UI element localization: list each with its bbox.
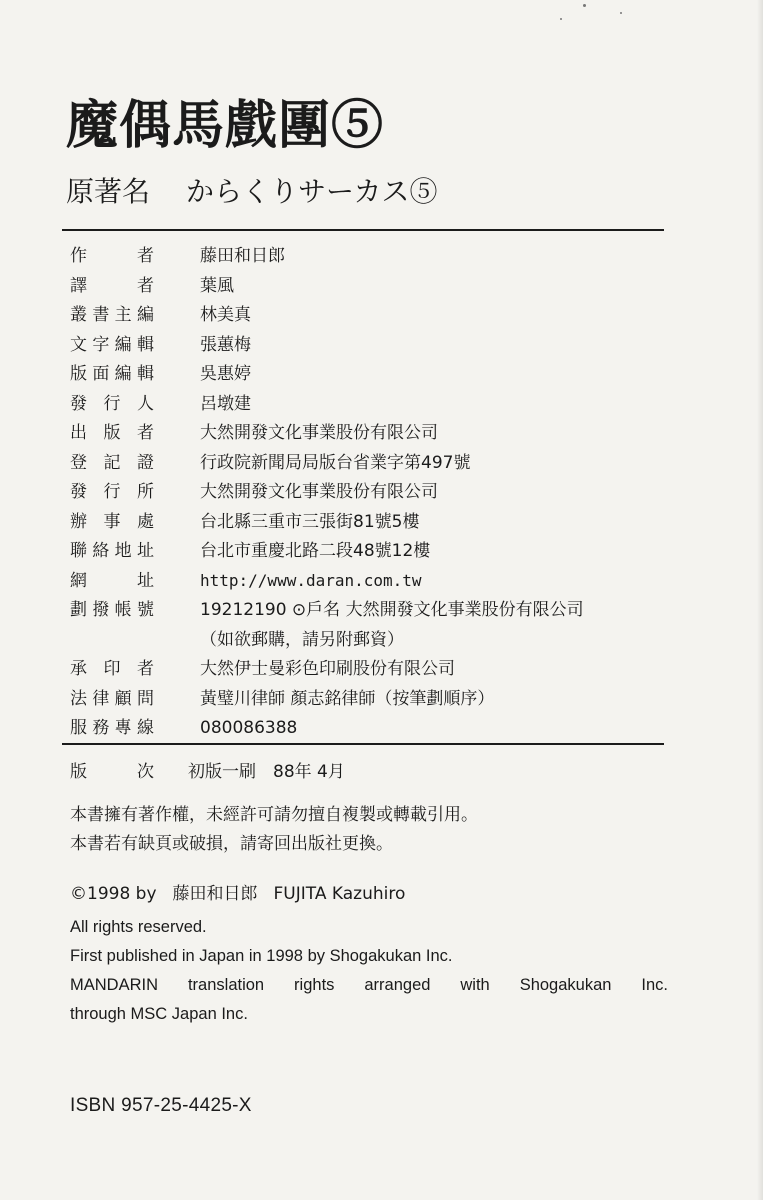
credit-value: 藤田和日郎 [200,246,285,266]
credit-value: 吳惠婷 [200,364,251,384]
credit-value: 台北市重慶北路二段48號12樓 [200,541,431,561]
scan-speck [560,18,562,20]
credit-label [70,360,154,388]
credit-row-chief-editor [70,301,680,331]
agency-line: through MSC Japan Inc. [70,1005,248,1023]
copyright-line [70,880,421,908]
label-char: 所 [137,482,154,502]
credit-row-author [70,242,680,272]
credit-value: 大然開發文化事業股份有限公司 [200,482,438,502]
edition-label [70,757,154,787]
label-char: 發 [70,393,87,414]
page-edge-shadow [757,0,763,1200]
copyright-year: ©1998 by [70,884,157,904]
label-char: 劃 [70,600,87,620]
label-char: 服 [70,718,87,738]
website-link[interactable]: http://www.daran.com.tw [200,570,422,590]
credit-label [70,596,154,624]
label-char: 法 [70,688,87,709]
label-char: 書 [92,305,110,325]
credit-label [70,685,154,713]
scan-speck [583,4,586,7]
credits-list [70,242,680,744]
credit-row-distributor [70,478,680,508]
label-char: 人 [137,393,154,414]
credit-label [70,537,154,565]
credit-value: 台北縣三重市三張街81號5樓 [200,511,420,532]
label-char: 叢 [70,305,87,325]
credit-label [70,331,154,359]
edition-row [70,757,680,787]
rights-reserved: All rights reserved. [70,918,207,936]
credit-value: 行政院新聞局局版台省業字第497號 [200,452,471,473]
credit-value: 張蕙梅 [200,334,251,355]
credit-row-postal-account [70,596,680,626]
label-char: 印 [103,659,121,679]
credit-value: 大然開發文化事業股份有限公司 [200,423,438,443]
label-char: 聯 [70,541,87,561]
label-char: 登 [70,452,87,473]
credit-label [70,242,154,270]
credit-label [70,301,154,329]
credit-row-office [70,508,680,538]
label-char: 編 [114,364,132,384]
credit-label [70,449,154,477]
label-char: 事 [103,511,121,532]
label-char: 處 [137,511,154,532]
label-char: 發 [70,482,87,502]
label-char: 撥 [92,600,110,620]
translation-rights: MANDARIN translation rights arranged with Shogakukan Inc. [70,976,668,994]
original-title-label: 原著名 [66,175,151,208]
original-title [66,172,437,212]
credit-label [70,419,154,447]
credit-value: 林美真 [200,305,251,325]
credit-label [70,272,154,300]
credit-label [70,567,154,595]
credit-row-registration [70,449,680,479]
label-char: 務 [92,718,110,738]
label-char: 文 [70,334,87,355]
credit-row-printer [70,655,680,685]
label-char: 版 [103,423,121,443]
divider-bottom [62,743,664,745]
credit-label [70,655,154,683]
label-char: 者 [137,246,154,266]
label-char: 址 [137,570,154,591]
credit-row-service-line [70,714,680,744]
label-char: 編 [114,334,132,355]
credit-value: 19212190 ⊙戶名 大然開發文化事業股份有限公司 [200,600,584,620]
label-char: 面 [92,364,110,384]
label-char: 出 [70,423,87,443]
label-char: 版 [70,762,87,782]
first-published: First published in Japan in 1998 by Shogakukan Inc. [70,947,453,965]
label-char: 行 [103,393,121,414]
book-title: 魔偶馬戲團⑤ [66,95,385,156]
credit-value: 葉風 [200,275,234,296]
credit-value: 大然伊士曼彩色印刷股份有限公司 [200,659,455,679]
label-char: 專 [114,718,132,738]
author-chinese: 藤田和日郎 [172,884,258,904]
divider-top [62,229,664,231]
label-char: 作 [70,246,87,266]
copyright-notice: 本書擁有著作權，未經許可請勿擅自複製或轉載引用。 [70,805,478,825]
original-title-text: からくりサーカス⑤ [186,175,438,208]
credit-value: （如欲郵購，請另附郵資） [200,629,404,650]
credit-row-text-editor [70,331,680,361]
credit-row-translator [70,272,680,302]
credit-row-postal-note [70,626,680,656]
credit-value: 080086388 [200,718,298,738]
label-char: 主 [114,305,132,325]
label-char: 絡 [92,541,110,561]
credit-value: 呂墩建 [200,393,251,414]
label-char: 記 [103,452,121,473]
label-char: 者 [137,423,154,443]
scan-speck [620,12,622,14]
credit-row-address [70,537,680,567]
label-char: 編 [136,305,154,325]
label-char: 者 [137,275,154,296]
label-char: 辦 [70,511,87,532]
isbn: ISBN 957-25-4425-X [70,1095,252,1116]
replacement-notice: 本書若有缺頁或破損，請寄回出版社更換。 [70,834,393,854]
label-char: 版 [70,364,87,384]
credit-label [70,390,154,418]
label-char: 承 [70,659,87,679]
credit-row-website [70,567,680,597]
label-char: 網 [70,570,87,591]
label-char: 行 [103,482,121,502]
credit-row-publisher-person [70,390,680,420]
credit-row-legal [70,685,680,715]
label-char: 輯 [136,334,154,355]
label-char: 址 [136,541,154,561]
edition-value: 初版一刷 88年 4月 [188,762,345,782]
author-english: FUJITA Kazuhiro [273,884,406,904]
label-char: 問 [136,688,154,709]
label-char: 證 [137,452,154,473]
label-char: 者 [137,659,154,679]
credit-label [70,478,154,506]
credit-label [70,714,154,742]
label-char: 字 [92,334,110,355]
credit-row-layout-editor [70,360,680,390]
label-char: 顧 [114,688,132,709]
label-char: 號 [136,600,154,620]
label-char: 次 [137,762,154,782]
label-char: 地 [114,541,132,561]
label-char: 帳 [114,600,132,620]
label-char: 譯 [70,275,87,296]
credit-label [70,508,154,536]
credit-value: 黃璧川律師 顏志銘律師（按筆劃順序） [200,688,495,709]
label-char: 輯 [136,364,154,384]
label-char: 線 [136,718,154,738]
credit-row-publisher [70,419,680,449]
label-char: 律 [92,688,110,709]
